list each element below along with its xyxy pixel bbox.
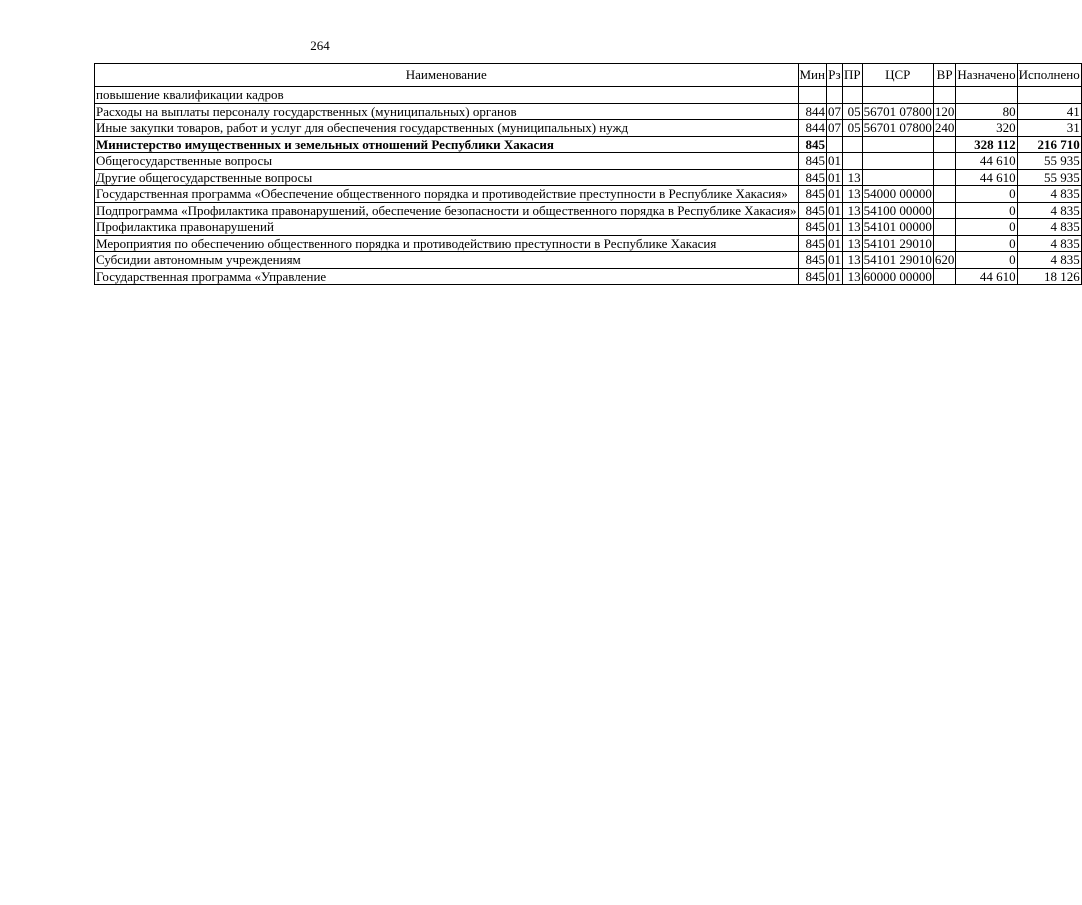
- cell-assigned: [956, 87, 1017, 104]
- cell-csr: 54000 00000: [863, 186, 932, 201]
- cell-rz: [826, 136, 842, 153]
- cell-csr: 54101 00000: [863, 219, 932, 234]
- header-csr: ЦСР: [862, 64, 933, 87]
- cell-executed: 4 835: [1017, 252, 1081, 269]
- header-executed: Исполнено: [1017, 64, 1081, 87]
- cell-executed: 4 835: [1017, 235, 1081, 252]
- cell-name: Иные закупки товаров, работ и услуг для обеспечения государственных (муниципальных) нужд: [95, 120, 799, 137]
- cell-min: 844: [798, 120, 826, 137]
- cell-pr: 13: [842, 186, 862, 203]
- cell-csr: [862, 136, 933, 153]
- cell-vr: [933, 186, 956, 203]
- cell-pr: 13: [842, 235, 862, 252]
- table-row: [95, 169, 1082, 186]
- table-row: [95, 202, 1082, 219]
- table-header: [95, 64, 1082, 87]
- table-row: [95, 87, 1082, 104]
- budget-table: [94, 63, 1082, 285]
- cell-rz: 01: [827, 153, 841, 168]
- cell-pr: 13: [842, 202, 862, 219]
- cell-min: 845: [798, 136, 826, 153]
- cell-csr: 54101 29010: [863, 252, 932, 267]
- table-row: [95, 252, 1082, 269]
- cell-name: Государственная программа «Управление: [95, 268, 799, 285]
- cell-vr: [933, 202, 956, 219]
- cell-min: 845: [798, 219, 826, 236]
- table-row: [95, 235, 1082, 252]
- cell-min: 845: [798, 268, 826, 285]
- cell-rz: 01: [827, 219, 841, 234]
- table-row: [95, 120, 1082, 137]
- cell-assigned: 0: [956, 219, 1017, 236]
- header-min: Мин: [798, 64, 826, 87]
- cell-min: 845: [798, 186, 826, 203]
- cell-rz: 01: [827, 235, 841, 251]
- table-row: [95, 153, 1082, 170]
- header-vr: ВР: [933, 64, 956, 87]
- cell-vr: [933, 136, 956, 153]
- cell-executed: [1017, 87, 1081, 104]
- cell-name: Подпрограмма «Профилактика правонарушений, обеспечение безопасности и общественного порядка в Республике Хакасия»: [96, 202, 797, 218]
- cell-vr: 240: [934, 120, 955, 135]
- cell-name: Общегосударственные вопросы: [95, 153, 799, 170]
- page-number: 264: [310, 38, 330, 53]
- header-rz: Рз: [826, 64, 842, 87]
- cell-min: [798, 87, 826, 104]
- cell-csr: 54100 00000: [863, 202, 932, 218]
- header-assigned: Назначено: [956, 64, 1017, 87]
- cell-assigned: 44 610: [956, 153, 1017, 170]
- cell-name: Расходы на выплаты персоналу государственных (муниципальных) органов: [95, 103, 799, 120]
- cell-rz: 07: [827, 120, 841, 135]
- cell-csr: 56701 07800: [863, 120, 932, 135]
- cell-csr: 56701 07800: [863, 103, 932, 119]
- cell-name: Государственная программа «Обеспечение общественного порядка и противодействие преступности в Республике Хакасия»: [95, 186, 799, 203]
- cell-vr: [933, 219, 956, 236]
- table-body: [95, 87, 1082, 285]
- cell-name: Мероприятия по обеспечению общественного порядка и противодействию преступности в Республике Хакасия: [95, 235, 799, 252]
- cell-vr: 120: [934, 103, 955, 119]
- cell-pr: [842, 87, 862, 104]
- cell-min: 845: [798, 169, 826, 186]
- cell-executed: 4 835: [1017, 219, 1081, 236]
- cell-min: 845: [798, 202, 826, 219]
- cell-vr: [933, 235, 956, 252]
- cell-executed: 55 935: [1017, 153, 1081, 170]
- cell-name: Министерство имущественных и земельных отношений Республики Хакасия: [95, 136, 799, 153]
- cell-csr: [862, 169, 933, 186]
- cell-assigned: 328 112: [956, 136, 1017, 153]
- cell-assigned: 0: [956, 202, 1017, 219]
- cell-executed: 4 835: [1017, 202, 1081, 219]
- cell-rz: 01: [827, 169, 841, 185]
- cell-rz: 01: [827, 202, 841, 218]
- cell-csr: 54101 29010: [863, 235, 932, 251]
- cell-assigned: 0: [956, 235, 1017, 252]
- cell-vr: [933, 169, 956, 186]
- cell-assigned: 0: [956, 186, 1017, 203]
- table-row: [95, 186, 1082, 203]
- cell-name: Профилактика правонарушений: [95, 219, 799, 236]
- cell-executed: 31: [1017, 120, 1081, 137]
- header-row: [95, 64, 1082, 87]
- cell-csr: [862, 153, 933, 170]
- cell-name: повышение квалификации кадров: [95, 87, 799, 104]
- cell-pr: 13: [842, 268, 862, 285]
- table-row: [95, 136, 1082, 153]
- cell-assigned: 44 610: [956, 169, 1017, 186]
- cell-pr: 13: [842, 219, 862, 236]
- cell-assigned: 320: [956, 120, 1017, 137]
- cell-pr: [842, 153, 862, 170]
- header-pr: ПР: [842, 64, 862, 87]
- cell-vr: [933, 153, 956, 170]
- cell-executed: 18 126: [1017, 268, 1081, 285]
- cell-executed: 55 935: [1017, 169, 1081, 186]
- cell-csr: 60000 00000: [863, 268, 932, 284]
- cell-rz: 01: [827, 186, 841, 201]
- cell-name: Субсидии автономным учреждениям: [95, 252, 799, 269]
- cell-assigned: 0: [956, 252, 1017, 269]
- table-row: [95, 268, 1082, 285]
- cell-rz: 07: [827, 103, 841, 119]
- cell-pr: [842, 136, 862, 153]
- cell-rz: 01: [827, 268, 841, 284]
- table-row: [95, 219, 1082, 236]
- cell-vr: 620: [934, 252, 955, 267]
- cell-vr: [933, 87, 956, 104]
- cell-min: 844: [798, 103, 826, 120]
- header-name: Наименование: [95, 64, 799, 87]
- cell-min: 845: [798, 235, 826, 252]
- cell-min: 845: [798, 252, 826, 269]
- table-row: [95, 103, 1082, 120]
- cell-executed: 216 710: [1017, 136, 1081, 153]
- cell-rz: [826, 87, 842, 104]
- cell-min: 845: [798, 153, 826, 170]
- cell-csr: [862, 87, 933, 104]
- cell-assigned: 80: [956, 103, 1017, 120]
- cell-pr: 05: [842, 120, 862, 137]
- cell-pr: 05: [842, 103, 862, 120]
- cell-pr: 13: [842, 169, 862, 186]
- cell-executed: 4 835: [1017, 186, 1081, 203]
- cell-executed: 41: [1017, 103, 1081, 120]
- cell-vr: [933, 268, 956, 285]
- cell-rz: 01: [827, 252, 841, 267]
- cell-name: Другие общегосударственные вопросы: [95, 169, 799, 186]
- cell-assigned: 44 610: [956, 268, 1017, 285]
- cell-pr: 13: [842, 252, 862, 269]
